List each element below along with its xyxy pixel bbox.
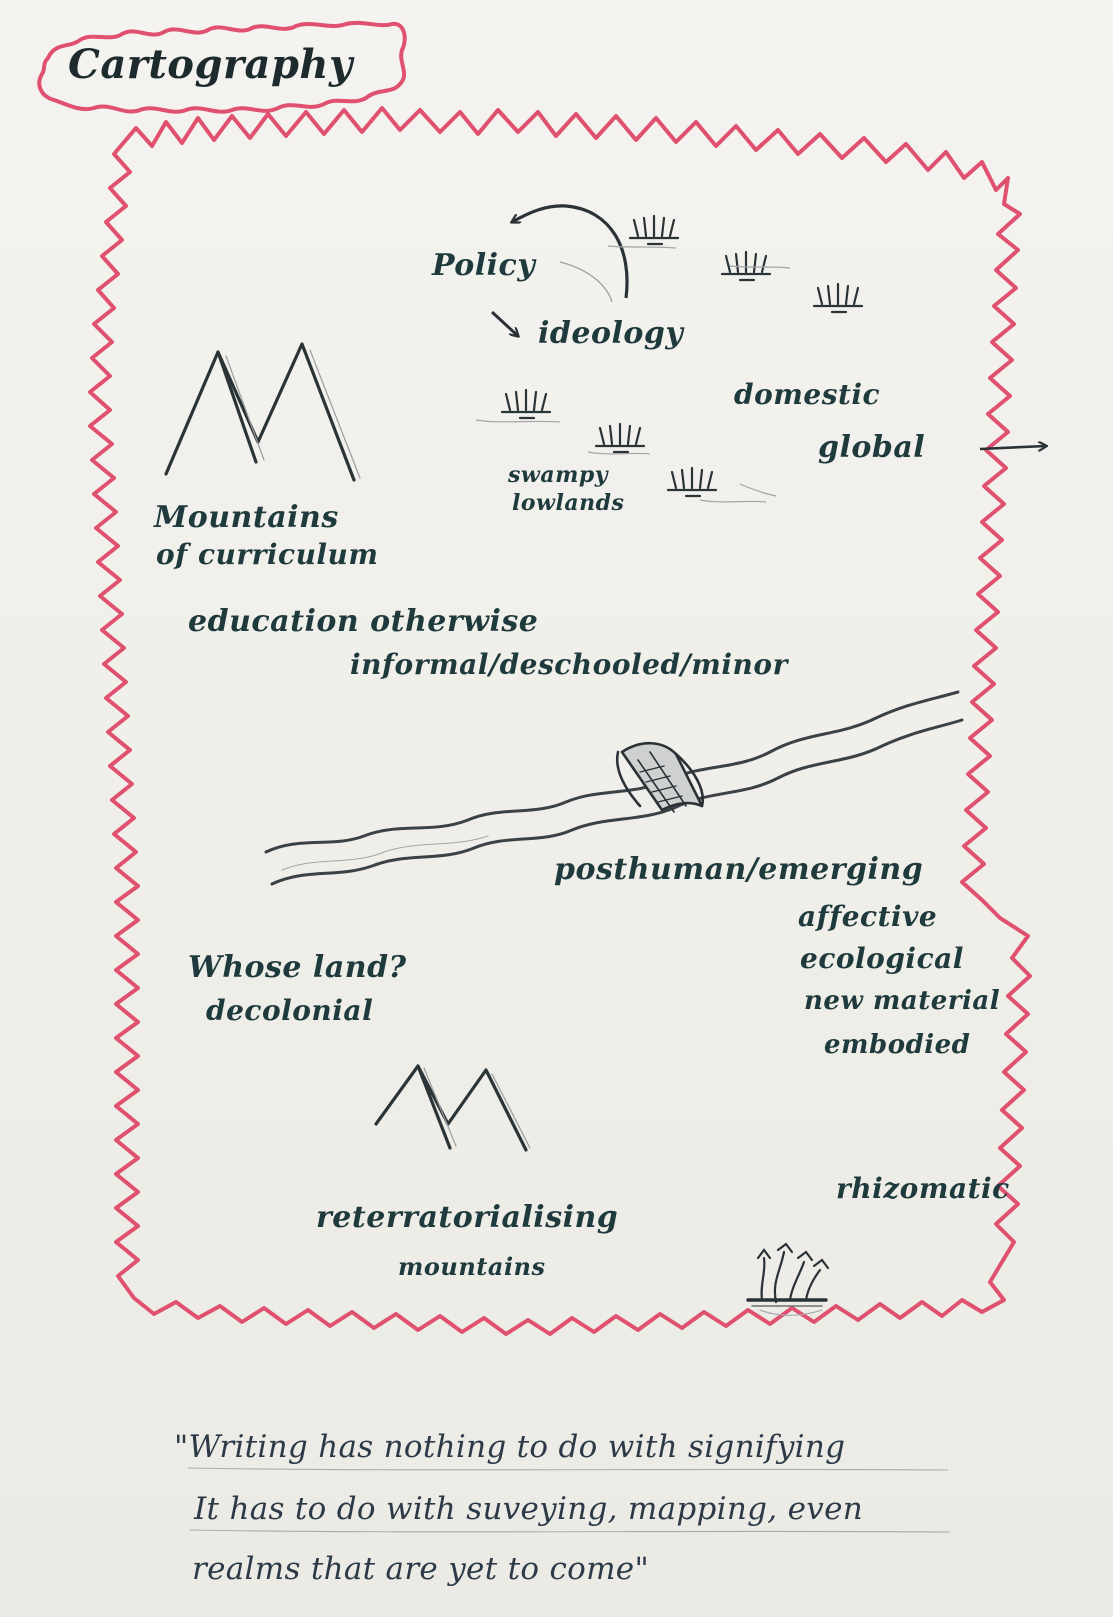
label-reterratorialising: reterratorialising [316, 1200, 619, 1235]
label-posthuman-emerging: posthuman/emerging [554, 852, 924, 887]
label-whose-land: Whose land? [188, 950, 407, 985]
quote-line-1: "Writing has nothing to do with signifying [174, 1429, 846, 1465]
label-ideology: ideology [538, 316, 684, 351]
rhizome-plant-icon [748, 1244, 828, 1315]
label-rhizomatic: rhizomatic [836, 1172, 1010, 1205]
label-informal-deschooled-minor: informal/deschooled/minor [350, 648, 788, 681]
bridge-icon [617, 743, 703, 812]
quote-line-3: realms that are yet to come" [192, 1551, 650, 1587]
cycle-pencil-line [560, 262, 612, 302]
label-global: global [818, 430, 926, 465]
marsh-grass-icon [502, 216, 862, 496]
mountain-range-icon [376, 1066, 530, 1150]
label-mountains-lower: mountains [398, 1252, 546, 1281]
label-swampy: swampy [508, 462, 609, 488]
label-ecological: ecological [800, 942, 964, 975]
quote-line-2: It has to do with suveying, mapping, even [194, 1491, 863, 1527]
label-policy: Policy [432, 248, 536, 283]
map-wavy-border [90, 108, 1030, 1334]
label-decolonial: decolonial [206, 994, 374, 1027]
policy-to-ideology-arrow-icon [492, 312, 518, 336]
page-title: Cartography [68, 41, 353, 88]
label-mountains: Mountains [154, 500, 339, 535]
label-education-otherwise: education otherwise [188, 604, 539, 639]
label-domestic: domestic [734, 378, 881, 411]
label-of-curriculum: of curriculum [156, 538, 379, 571]
label-lowlands: lowlands [512, 490, 625, 516]
label-embodied: embodied [824, 1030, 971, 1060]
label-new-material: new material [804, 986, 1001, 1016]
label-affective: affective [798, 900, 938, 933]
mountain-range-icon [166, 344, 360, 480]
